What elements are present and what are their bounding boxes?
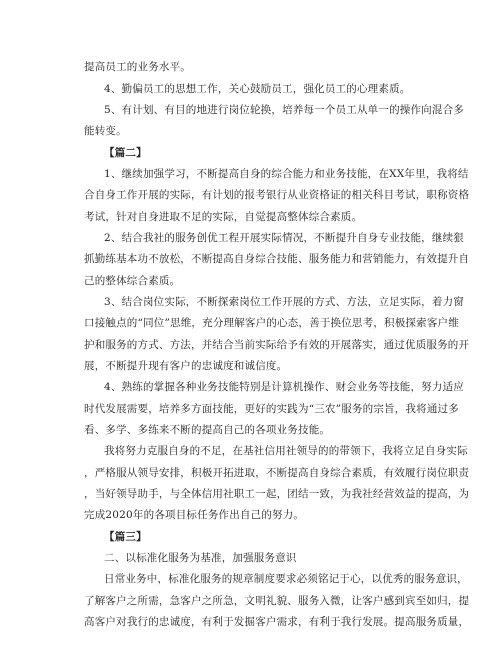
text-line: 4、勤偏员工的思想工作，关心鼓励员工，强化员工的心理素质。 xyxy=(104,83,411,95)
text-line: 1、继续加强学习，不断提高自身的综合能力和业务技能，在XX年里，我将结 xyxy=(104,168,469,180)
text-line: 提高员工的业务水平。 xyxy=(84,61,191,73)
text-line: 展，不断提升现有客户的忠诚度和诚信度。 xyxy=(84,360,288,372)
text-line: 5、有计划、有目的地进行岗位轮换，培养每一个员工从单一的操作向混合多 xyxy=(104,104,464,116)
text-line: 看、多学、多练来不断的提高自己的各项业务技能。 xyxy=(84,424,331,436)
text-line: 了解客户之所需，急客户之所急，文明礼貌、服务入微，让客户感到宾至如归，提 xyxy=(84,595,470,607)
text-line: 考试，针对自身进取不足的实际，自觉提高整体综合素质。 xyxy=(84,211,363,223)
text-line: 能转变。 xyxy=(84,125,127,137)
text-line: 护和服务的方式、方法，并结合当前实际给予有效的开展落实，通过优质服务的开 xyxy=(84,339,470,351)
text-line: 2、结合我社的服务创优工程开展实际情况，不断提升自身专业技能，继续狠 xyxy=(104,232,464,244)
text-line: 二、以标准化服务为基准，加强服务意识 xyxy=(104,552,297,564)
section-heading: 【篇二】 xyxy=(104,147,147,159)
text-line: 口接触点的“同位”思维，充分理解客户的心态，善于换位思考，积极探索客户维 xyxy=(84,317,459,329)
text-line: 我将努力克服自身的不足，在基社信用社领导的的带领下，我将立足自身实际 xyxy=(104,445,468,457)
text-line: 4、熟练的掌握各种业务技能特别是计算机操作、财会业务等技能，努力适应 xyxy=(104,381,464,393)
text-line: 日常业务中，标准化服务的规章制度要求必须铭记于心，以优秀的服务意识， xyxy=(104,573,468,585)
text-line: 抓勤练基本功不放松，不断提高自身综合技能、服务能力和营销能力，有效提升自 xyxy=(84,253,470,265)
text-line: 合自身工作开展的实际，有计划的报考银行从业资格证的相关科目考试，职称资格 xyxy=(84,189,470,201)
text-line: ，当好领导助手，与全体信用社职工一起，团结一致，为我社经营效益的提高，为 xyxy=(84,488,470,500)
text-line: ，严格服从领导安排，积极开拓进取，不断提高自身综合素质，有效履行岗位职责 xyxy=(84,467,470,479)
section-heading: 【篇三】 xyxy=(104,531,147,543)
text-line: 时代发展需要，培养多方面技能，更好的实践为“三农”服务的宗旨，我将通过多 xyxy=(84,403,459,415)
text-line: 高客户对我行的忠诚度，有利于发掘客户需求，有利于我行发展。提高服务质量， xyxy=(84,616,470,628)
text-line: 3、结合岗位实际，不断探索岗位工作开展的方式、方法，立足实际，着力窗 xyxy=(104,296,464,308)
text-line: 己的整体综合素质。 xyxy=(84,275,181,287)
text-line: 完成2020年的各项目标任务作出自己的努力。 xyxy=(84,509,305,521)
